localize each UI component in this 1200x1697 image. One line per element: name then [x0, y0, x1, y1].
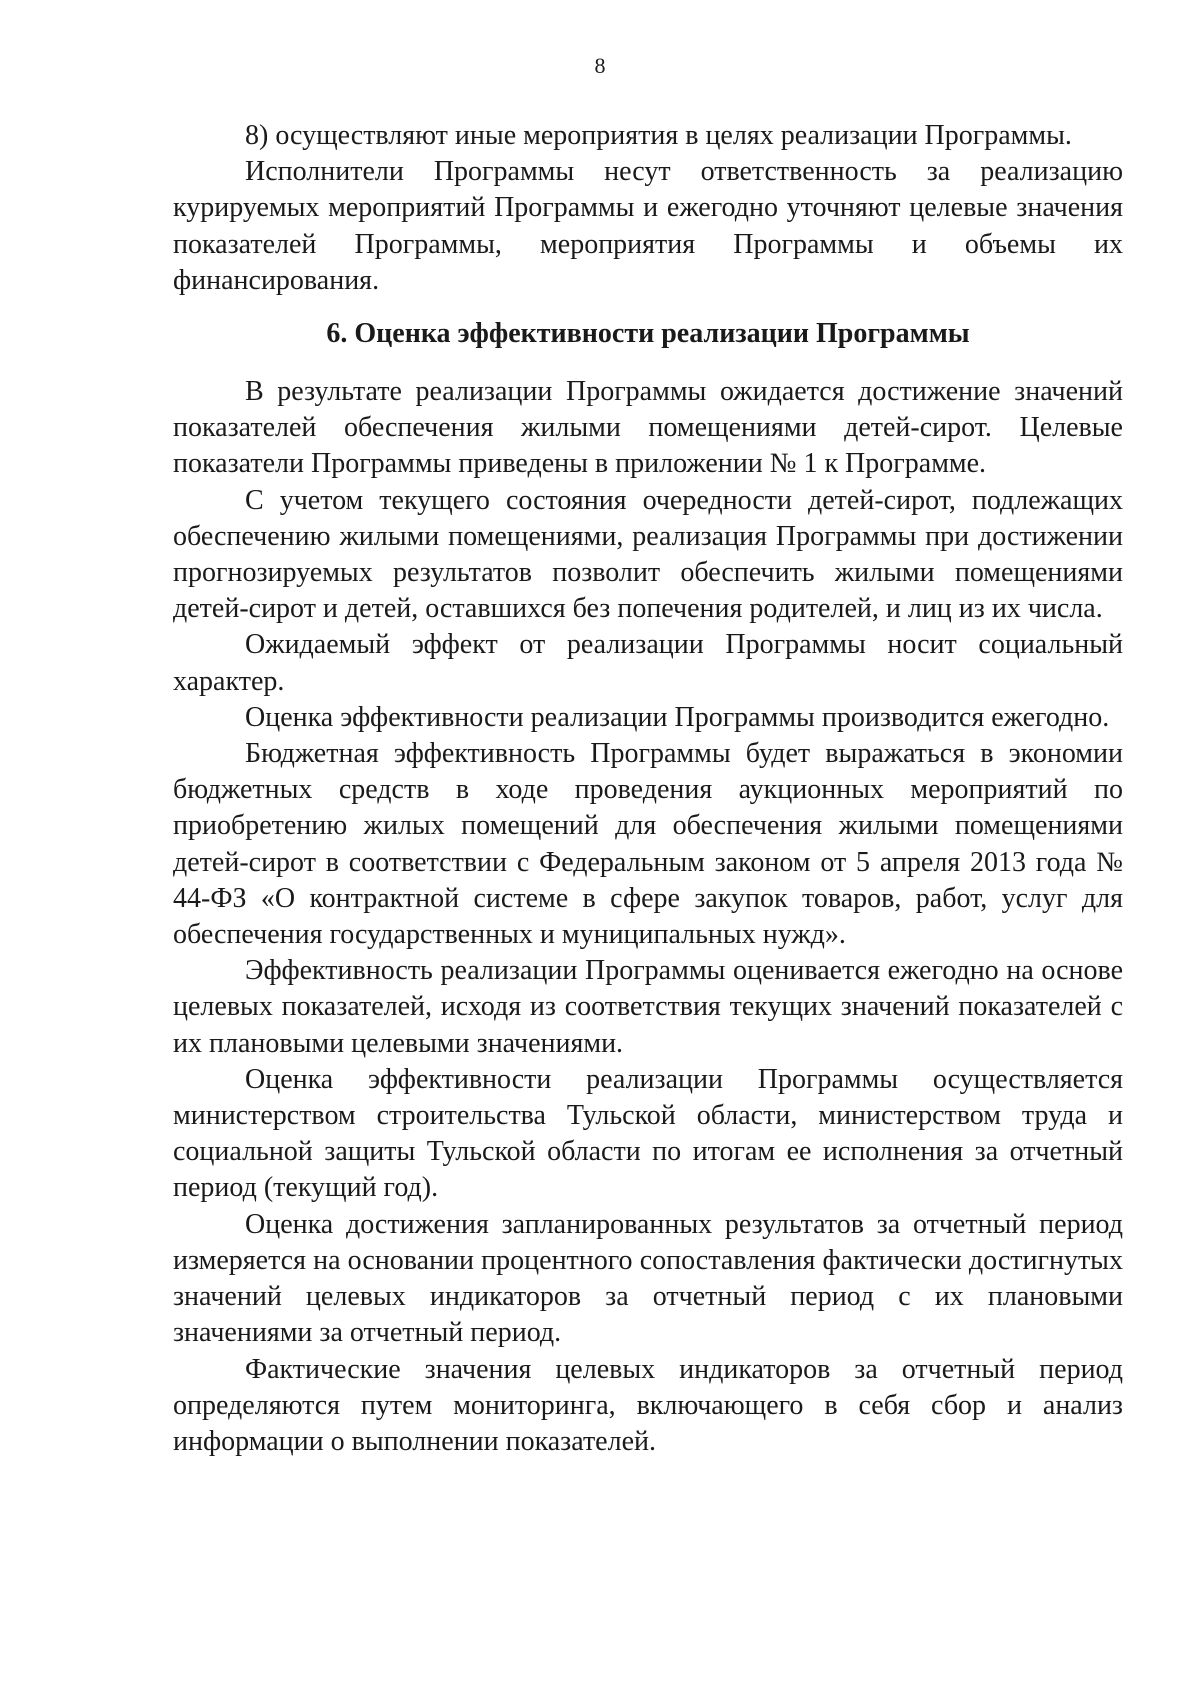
page-number: 8 [594, 53, 606, 78]
document-body [173, 118, 1123, 1460]
paragraph: Эффективность реализации Программы оценивается ежегодно на основе целевых показателей, исходя из соответствия текущих значений показателей с их плановыми целевыми значениями. [173, 955, 1123, 1059]
paragraph: Исполнители Программы несут ответственность за реализацию курируемых мероприятий Программы и ежегодно уточняют целевые значения показателей Программы, мероприятия Программы и объемы их финансирования. [173, 156, 1123, 296]
paragraph: Фактические значения целевых индикаторов за отчетный период определяются путем мониторинга, включающего в себя сбор и анализ информации о выполнении показателей. [173, 1353, 1123, 1457]
paragraph: Бюджетная эффективность Программы будет выражаться в экономии бюджетных средств в ходе проведения аукционных мероприятий по приобретению жилых помещений для обеспечения жилыми помещениями детей-сирот в соответствии с Федеральным законом от 5 апреля 2013 года № 44-ФЗ «О контрактной системе в сфере закупок товаров, работ, услуг для обеспечения государственных и муниципальных нужд». [173, 738, 1123, 951]
paragraph: Оценка эффективности реализации Программы осуществляется министерством строительства Тульской области, министерством труда и социальной защиты Тульской области по итогам ее исполнения за отчетный период (текущий год). [173, 1063, 1123, 1204]
paragraph: Оценка достижения запланированных результатов за отчетный период измеряется на основании процентного сопоставления фактически достигнутых значений целевых индикаторов за отчетный период с их плановыми значениями за отчетный период. [173, 1208, 1123, 1349]
paragraph: Ожидаемый эффект от реализации Программы носит социальный характер. [173, 629, 1123, 697]
paragraph: С учетом текущего состояния очередности детей-сирот, подлежащих обеспечению жилыми помещениями, реализация Программы при достижении прогнозируемых результатов позволит обеспечить жилыми помещениями детей-сирот и детей, оставшихся без попечения родителей, и лиц из их числа. [173, 484, 1123, 625]
paragraph: 8) осуществляют иные мероприятия в целях реализации Программы. [245, 120, 1072, 151]
section-heading: 6. Оценка эффективности реализации Программы [326, 318, 970, 350]
paragraph: Оценка эффективности реализации Программы производится ежегодно. [245, 701, 1110, 733]
paragraph: В результате реализации Программы ожидается достижение значений показателей обеспечения жилыми помещениями детей-сирот. Целевые показатели Программы приведены в приложении № 1 к Программе. [173, 376, 1123, 480]
